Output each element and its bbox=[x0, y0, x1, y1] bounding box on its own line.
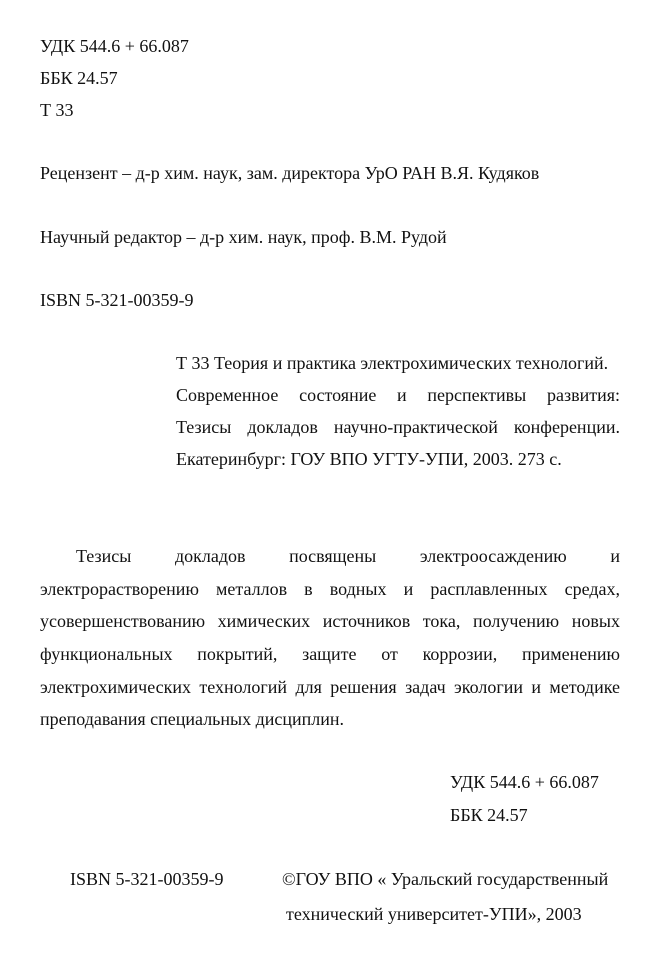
word: новых bbox=[571, 611, 620, 631]
author-mark: Т 33 bbox=[40, 100, 74, 120]
word: источников bbox=[322, 611, 411, 631]
word: защите bbox=[302, 644, 357, 664]
word: применению bbox=[522, 644, 620, 664]
word: коррозии, bbox=[422, 644, 498, 664]
word: научно-практической bbox=[333, 417, 498, 437]
word: химических bbox=[217, 611, 311, 631]
word: технологий bbox=[199, 677, 288, 697]
word: покрытий, bbox=[197, 644, 278, 664]
abstract-line-5 bbox=[40, 678, 620, 696]
copyright-line-2: технический университет-УПИ», 2003 bbox=[286, 904, 582, 924]
biblio-line-1: Т 33 Теория и практика электрохимических технологий. bbox=[176, 353, 609, 373]
word: Тезисы bbox=[176, 417, 232, 437]
abstract-line-1 bbox=[76, 547, 620, 565]
word: электрорастворению bbox=[40, 579, 199, 599]
word: электрохимических bbox=[40, 677, 192, 697]
word: водных bbox=[329, 579, 387, 599]
word: перспективы bbox=[427, 385, 527, 405]
word: для bbox=[295, 677, 322, 697]
word: и bbox=[397, 385, 407, 405]
word: развития: bbox=[546, 385, 620, 405]
word: функциональных bbox=[40, 644, 173, 664]
word: методике bbox=[549, 677, 620, 697]
word: докладов bbox=[174, 546, 246, 566]
word: в bbox=[304, 579, 313, 599]
biblio-line-3 bbox=[176, 418, 620, 436]
copyright-line-1: ©ГОУ ВПО « Уральский государственный bbox=[282, 869, 609, 889]
isbn-top: ISBN 5-321-00359-9 bbox=[40, 290, 194, 310]
word: Тезисы bbox=[76, 546, 132, 566]
biblio-line-4: Екатеринбург: ГОУ ВПО УГТУ-УПИ, 2003. 273 с. bbox=[176, 449, 562, 469]
word: решения bbox=[330, 677, 397, 697]
udk-code: УДК 544.6 + 66.087 bbox=[40, 36, 189, 56]
word: Современное bbox=[176, 385, 279, 405]
word: конференции. bbox=[513, 417, 620, 437]
word: задач bbox=[405, 677, 446, 697]
word: и bbox=[403, 579, 414, 599]
word: усовершенствованию bbox=[40, 611, 206, 631]
footer-isbn: ISBN 5-321-00359-9 bbox=[70, 869, 224, 889]
word: расплавленных bbox=[430, 579, 548, 599]
word: электроосаждению bbox=[419, 546, 567, 566]
reviewer-line: Рецензент – д-р хим. наук, зам. директора УрО РАН В.Я. Кудяков bbox=[40, 163, 540, 183]
word: средах, bbox=[564, 579, 620, 599]
footer-udk-code: УДК 544.6 + 66.087 bbox=[450, 772, 599, 792]
word: от bbox=[381, 644, 398, 664]
editor-line: Научный редактор – д-р хим. наук, проф. В.М. Рудой bbox=[40, 227, 447, 247]
word: получению bbox=[472, 611, 560, 631]
word: тока, bbox=[422, 611, 461, 631]
word: металлов bbox=[215, 579, 288, 599]
abstract-line-3 bbox=[40, 612, 620, 630]
word: состояние bbox=[299, 385, 377, 405]
bbk-code: ББК 24.57 bbox=[40, 68, 118, 88]
abstract-line-2 bbox=[40, 580, 620, 598]
abstract-line-6: преподавания специальных дисциплин. bbox=[40, 709, 345, 729]
word: и bbox=[610, 546, 620, 566]
word: и bbox=[531, 677, 542, 697]
abstract-line-4 bbox=[40, 645, 620, 663]
footer-bbk-code: ББК 24.57 bbox=[450, 805, 528, 825]
word: посвящены bbox=[289, 546, 377, 566]
word: экологии bbox=[454, 677, 523, 697]
biblio-line-2 bbox=[176, 386, 620, 404]
word: докладов bbox=[247, 417, 318, 437]
